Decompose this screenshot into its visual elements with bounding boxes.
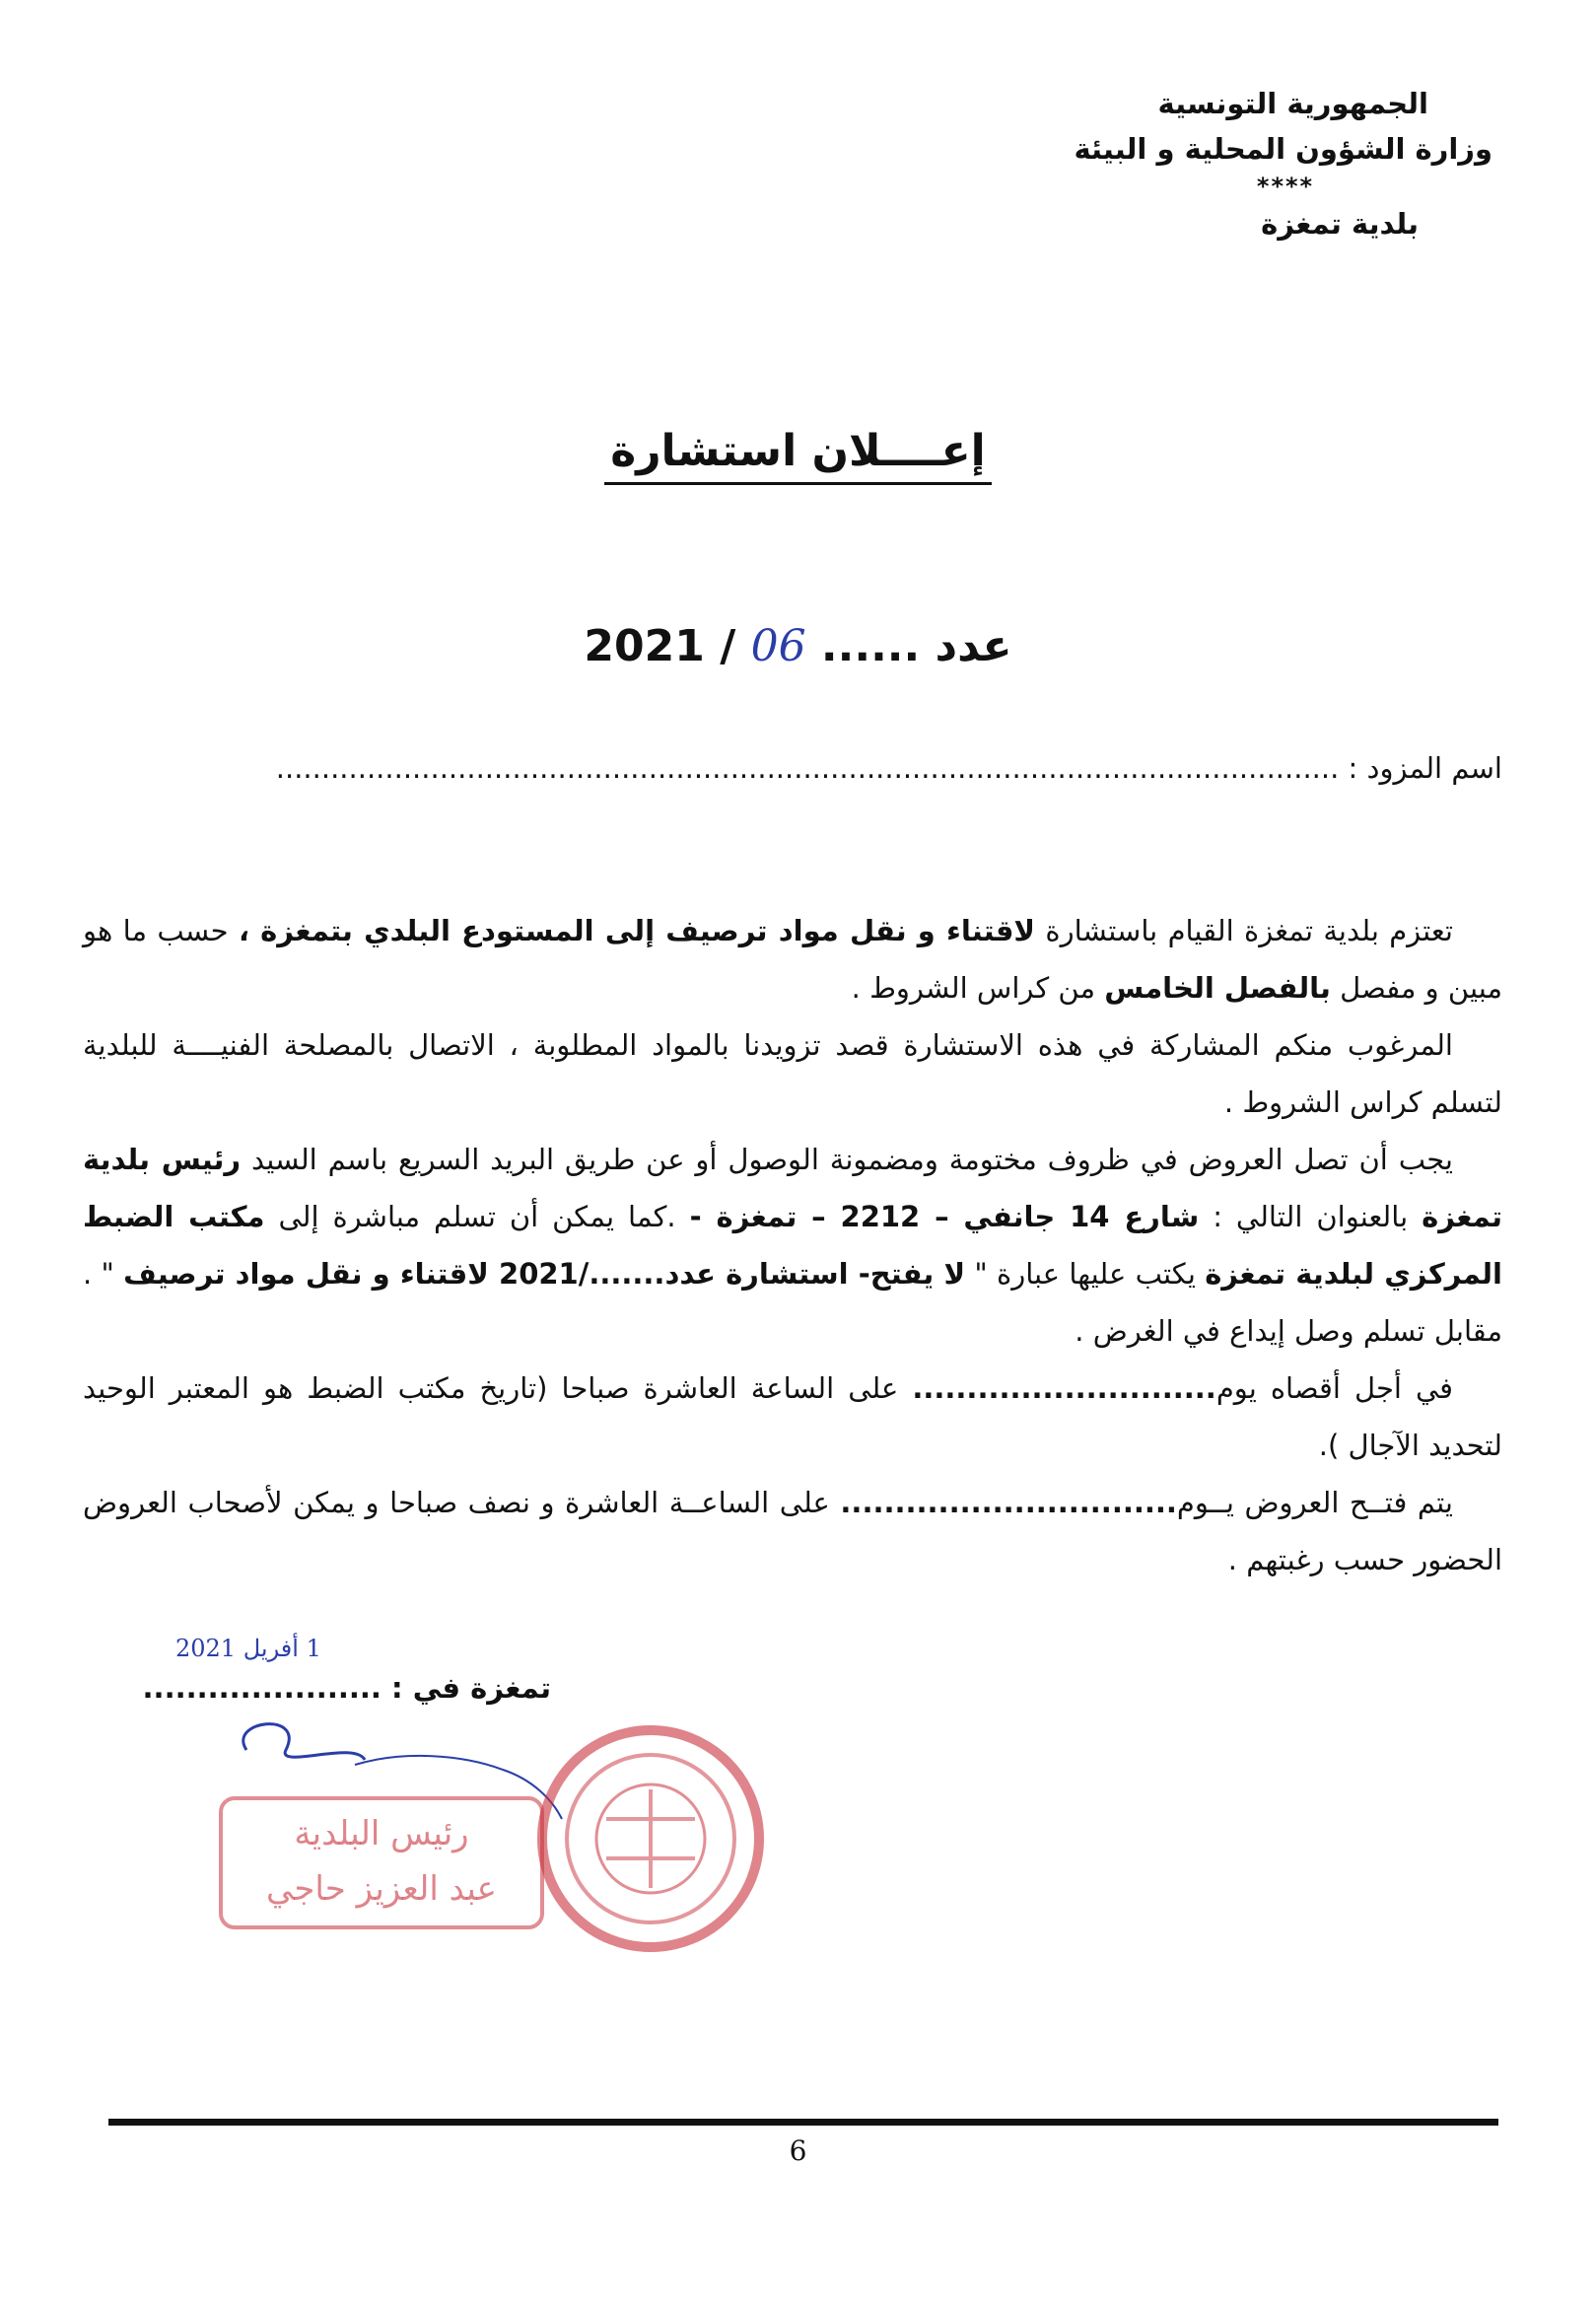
header-stars: **** — [1256, 173, 1315, 200]
place-label: تمغزة في : — [391, 1671, 551, 1705]
handwritten-date: 1 أفريل 2021 — [175, 1635, 321, 1662]
p4-text-c: على الساعة العاشرة صباحا (تاريخ مكتب الضبط هو المعتبر الوحيد لتحديد الآجال ). — [83, 1371, 1502, 1462]
p1-text-c: حسب ما هو مبين و مفصل — [83, 914, 1502, 1005]
p5-opening-dots: ............................... — [840, 1486, 1177, 1519]
ministry-name: وزارة الشؤون المحلية و البيئة — [1074, 132, 1492, 166]
p3-bold-address: شارع 14 جانفي – 2212 – تمغزة - — [689, 1200, 1200, 1233]
p4-deadline-dots: ............................ — [912, 1371, 1216, 1405]
p1-text-a: تعتزم بلدية تمغزة القيام باستشارة — [1035, 914, 1453, 947]
signature-name: عبد العزيز حاجي — [266, 1869, 497, 1909]
p3-text-e: .كما يمكن أن تسلم مباشرة إلى — [264, 1200, 690, 1233]
paragraph-2: المرغوب منكم المشاركة في هذه الاستشارة قصد تزويدنا بالمواد المطلوبة ، الاتصال بالمصلحة الفنيــــة للبلدية لتسلم كراس الشروط . — [83, 1028, 1502, 1119]
supplier-label: اسم المزود : — [1348, 751, 1502, 785]
place-dots: ...................... — [142, 1671, 382, 1705]
paragraph-1 — [83, 902, 1502, 1016]
p3-bold-office: مكتب الضبط المركزي لبلدية تمغزة — [83, 1200, 1502, 1291]
place-date-line — [143, 1671, 551, 1705]
p1-text-e: من كراس الشروط . — [851, 971, 1105, 1005]
p5-text-a: يتم فتــح العروض يــوم — [1176, 1486, 1453, 1519]
footer-rule — [108, 2119, 1498, 2126]
number-prefix: عدد ...... — [820, 621, 1012, 671]
p3-bold-recipient: رئيس بلدية تمغزة — [83, 1143, 1503, 1233]
supplier-dots: ..................................................................................................................... — [275, 751, 1340, 785]
paragraph-4 — [83, 1360, 1502, 1474]
p3-text-a: يجب أن تصل العروض في ظروف مختومة ومضمونة الوصول أو عن طريق البريد السريع باسم السيد — [241, 1143, 1453, 1176]
number-handwritten: 06 — [750, 621, 806, 671]
p1-bold-subject: لاقتناء و نقل مواد ترصيف إلى المستودع البلدي بتمغزة ، — [238, 914, 1036, 947]
paragraph-3 — [83, 1131, 1502, 1360]
p3-text-c: بالعنوان التالي : — [1199, 1200, 1423, 1233]
seal-emblem-lines — [606, 1789, 695, 1888]
page-title — [0, 426, 1596, 476]
mayor-signature-stamp — [219, 1796, 544, 1929]
p4-text-a: في أجل أقصاه يوم — [1215, 1371, 1453, 1405]
letterhead — [1039, 81, 1492, 246]
supplier-name-field — [83, 747, 1502, 789]
signature-title: رئيس البلدية — [294, 1814, 469, 1853]
p3-text-i: " . مقابل تسلم وصل إيداع في الغرض . — [83, 1257, 1502, 1348]
p3-text-g: يكتب عليها عبارة " — [965, 1257, 1206, 1291]
page-number: 6 — [789, 2134, 807, 2167]
paragraph-5 — [83, 1474, 1502, 1588]
page-title-text: إعــــلان استشارة — [604, 426, 992, 485]
p1-bold-chapter: بالفصل الخامس — [1104, 971, 1331, 1005]
number-suffix: / 2021 — [584, 621, 736, 671]
announcement-body — [83, 902, 1502, 1588]
p3-bold-envelope-text: لا يفتح- استشارة عدد......./2021 لاقتناء و نقل مواد ترصيف — [123, 1257, 966, 1291]
municipality-name: بلدية تمغزة — [1261, 207, 1419, 241]
consultation-number — [0, 621, 1596, 671]
p5-text-c: على الساعــة العاشرة و نصف صباحا و يمكن لأصحاب العروض الحضور حسب رغبتهم . — [83, 1486, 1502, 1576]
signature-scribble — [243, 1724, 365, 1760]
republic-name: الجمهورية التونسية — [1157, 87, 1428, 120]
